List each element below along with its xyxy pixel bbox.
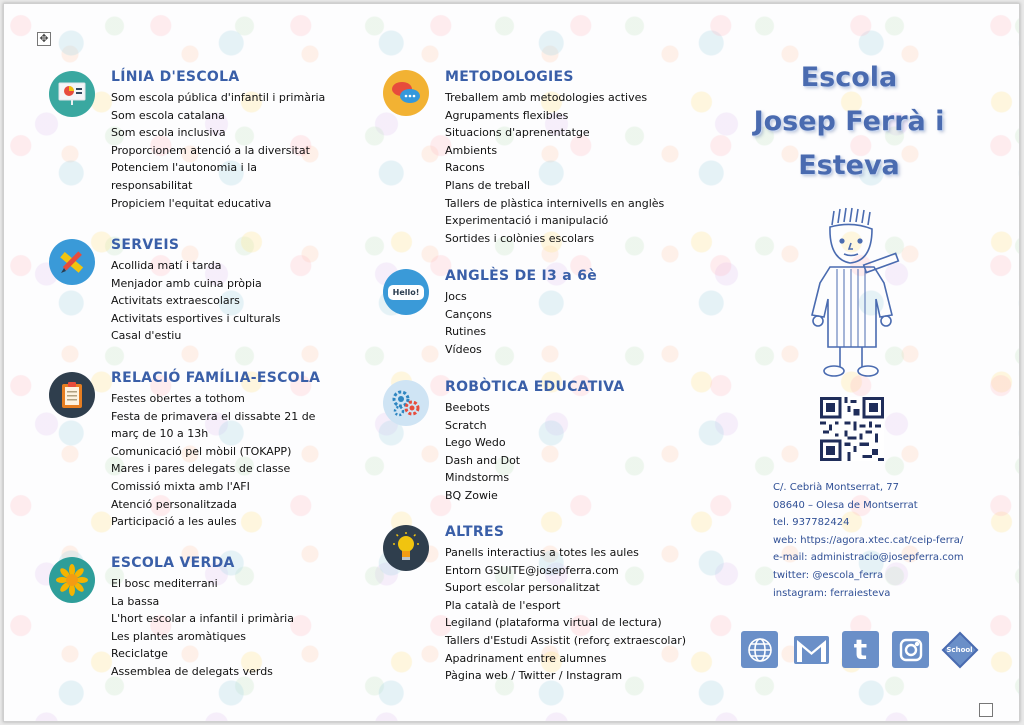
section-title-serveis: SERVEIS bbox=[111, 237, 180, 253]
section-list-metodologies bbox=[445, 89, 664, 247]
lightbulb-icon bbox=[383, 525, 429, 571]
section-list-angles bbox=[445, 288, 492, 358]
list-item: Legiland (plataforma virtual de lectura) bbox=[445, 616, 662, 630]
list-item: Plans de treball bbox=[445, 178, 531, 192]
gmail-icon[interactable] bbox=[793, 631, 830, 668]
list-item: Entorn GSUITE@josepferra.com bbox=[445, 563, 619, 577]
list-item: Cançons bbox=[445, 307, 492, 321]
list-item: Festes obertes a tothom bbox=[111, 392, 245, 405]
list-item: Menjador amb cuina pròpia bbox=[111, 276, 262, 290]
brochure-page bbox=[3, 3, 1020, 722]
section-title-metodologies: METODOLOGIES bbox=[445, 69, 574, 85]
section-list-altres bbox=[445, 544, 686, 685]
list-item: Activitats esportives i culturals bbox=[111, 311, 281, 325]
section-title-angles: ANGLÈS DE I3 a 6è bbox=[445, 268, 598, 284]
list-item: Festa de primavera el dissabte 21 de bbox=[111, 409, 316, 423]
list-item: Rutines bbox=[445, 325, 486, 339]
list-item: Tallers de plàstica internivells en anglès bbox=[445, 196, 665, 210]
list-item: Les plantes aromàtiques bbox=[111, 629, 247, 643]
list-item: Vídeos bbox=[445, 342, 482, 356]
school-name-line2: Josep Ferrà i bbox=[753, 106, 945, 137]
list-item: La bassa bbox=[111, 594, 160, 608]
list-item: Situacions d'aprenentatge bbox=[445, 126, 590, 140]
section-list-relacio bbox=[111, 390, 315, 531]
contact-phone: tel. 937782424 bbox=[773, 517, 850, 529]
contact-address: C/. Cebrià Montserrat, 77 bbox=[773, 482, 899, 493]
list-item: Atenció personalitzada bbox=[111, 497, 237, 511]
chat-bubbles-icon bbox=[383, 70, 429, 116]
hello-bubble-icon bbox=[383, 269, 429, 315]
school-diamond-icon[interactable] bbox=[941, 631, 978, 668]
list-item: Activitats extraescolars bbox=[111, 294, 240, 308]
section-list-linia bbox=[111, 89, 325, 212]
school-name-line1: Escola bbox=[800, 62, 898, 93]
section-list-robotica bbox=[445, 399, 520, 505]
school-name bbox=[734, 56, 964, 188]
list-item: Som escola pública d'infantil i primària bbox=[111, 91, 326, 104]
school-name-line3: Esteva bbox=[798, 150, 900, 181]
clipboard-icon bbox=[49, 372, 95, 418]
list-item: Assemblea de delegats verds bbox=[111, 664, 273, 678]
list-item: Ambients bbox=[445, 143, 498, 157]
list-item: Acollida matí i tarda bbox=[111, 259, 222, 272]
list-item: Mindstorms bbox=[445, 471, 510, 485]
list-item: Tallers d'Estudi Assistit (reforç extraescolar) bbox=[445, 633, 687, 647]
section-list-serveis bbox=[111, 257, 280, 345]
list-item: Agrupaments flexibles bbox=[445, 108, 569, 122]
list-item: Racons bbox=[445, 161, 485, 175]
list-item: Apadrinament entre alumnes bbox=[445, 651, 607, 665]
contact-city: 08640 – Olesa de Montserrat bbox=[773, 499, 918, 511]
list-item: Propiciem l'equitat educativa bbox=[111, 196, 272, 210]
contact-info bbox=[773, 479, 964, 602]
presentation-board-icon bbox=[49, 71, 95, 117]
twitter-icon[interactable]: t bbox=[842, 631, 879, 668]
list-item: BQ Zowie bbox=[445, 488, 498, 502]
list-item: Som escola catalana bbox=[111, 108, 225, 122]
list-item: Experimentació i manipulació bbox=[445, 214, 609, 228]
list-item: Proporcionem atenció a la diversitat bbox=[111, 143, 310, 157]
list-item: Som escola inclusiva bbox=[111, 126, 226, 140]
list-item: Panells interactius a totes les aules bbox=[445, 546, 639, 559]
section-title-robotica: ROBÒTICA EDUCATIVA bbox=[445, 379, 625, 395]
list-item: Comunicació pel mòbil (TOKAPP) bbox=[111, 444, 292, 458]
sunflower-icon bbox=[49, 557, 95, 603]
list-item: Beebots bbox=[445, 401, 490, 414]
section-title-altres: ALTRES bbox=[445, 524, 505, 540]
contact-web[interactable]: web: https://agora.xtec.cat/ceip-ferra/ bbox=[773, 534, 964, 546]
resize-handle-icon[interactable] bbox=[979, 703, 993, 717]
contact-twitter[interactable]: twitter: @escola_ferra bbox=[773, 569, 884, 581]
list-item: Lego Wedo bbox=[445, 436, 506, 450]
qr-code-icon[interactable] bbox=[820, 397, 884, 461]
instagram-icon[interactable] bbox=[892, 631, 929, 668]
list-item: Dash and Dot bbox=[445, 453, 521, 467]
gears-icon bbox=[383, 380, 429, 426]
list-item: Reciclatge bbox=[111, 647, 168, 661]
list-item: responsabilitat bbox=[111, 178, 193, 192]
globe-icon[interactable] bbox=[741, 631, 778, 668]
list-item: Scratch bbox=[445, 418, 487, 432]
list-item: Casal d'estiu bbox=[111, 329, 182, 343]
list-item: Pla català de l'esport bbox=[445, 598, 561, 612]
list-item: març de 10 a 13h bbox=[111, 427, 209, 441]
list-item: Suport escolar personalitzat bbox=[445, 581, 600, 595]
list-item: L'hort escolar a infantil i primària bbox=[111, 612, 294, 626]
list-item: El bosc mediterrani bbox=[111, 577, 218, 590]
contact-email[interactable]: e-mail: administracio@josepferra.com bbox=[773, 552, 964, 564]
contact-instagram[interactable]: instagram: ferraiesteva bbox=[773, 587, 891, 599]
list-item: Treballem amb metodologies actives bbox=[445, 91, 648, 104]
section-title-relacio: RELACIÓ FAMÍLIA-ESCOLA bbox=[111, 370, 321, 386]
section-title-linia: LÍNIA D'ESCOLA bbox=[111, 69, 240, 85]
school-label: School bbox=[946, 645, 973, 654]
list-item: Jocs bbox=[445, 290, 467, 303]
pencil-ruler-icon bbox=[49, 239, 95, 285]
hello-bubble-label: Hello! bbox=[388, 285, 425, 300]
table-move-handle-icon[interactable]: ✥ bbox=[37, 32, 51, 46]
child-drawing-icon bbox=[804, 207, 904, 386]
list-item: Participació a les aules bbox=[111, 515, 237, 529]
section-title-verda: ESCOLA VERDA bbox=[111, 555, 235, 571]
section-list-verda bbox=[111, 575, 294, 681]
list-item: Sortides i colònies escolars bbox=[445, 231, 595, 245]
list-item: Potenciem l'autonomia i la bbox=[111, 161, 258, 175]
list-item: Pàgina web / Twitter / Instagram bbox=[445, 669, 623, 683]
list-item: Mares i pares delegats de classe bbox=[111, 462, 291, 476]
list-item: Comissió mixta amb l'AFI bbox=[111, 479, 250, 493]
